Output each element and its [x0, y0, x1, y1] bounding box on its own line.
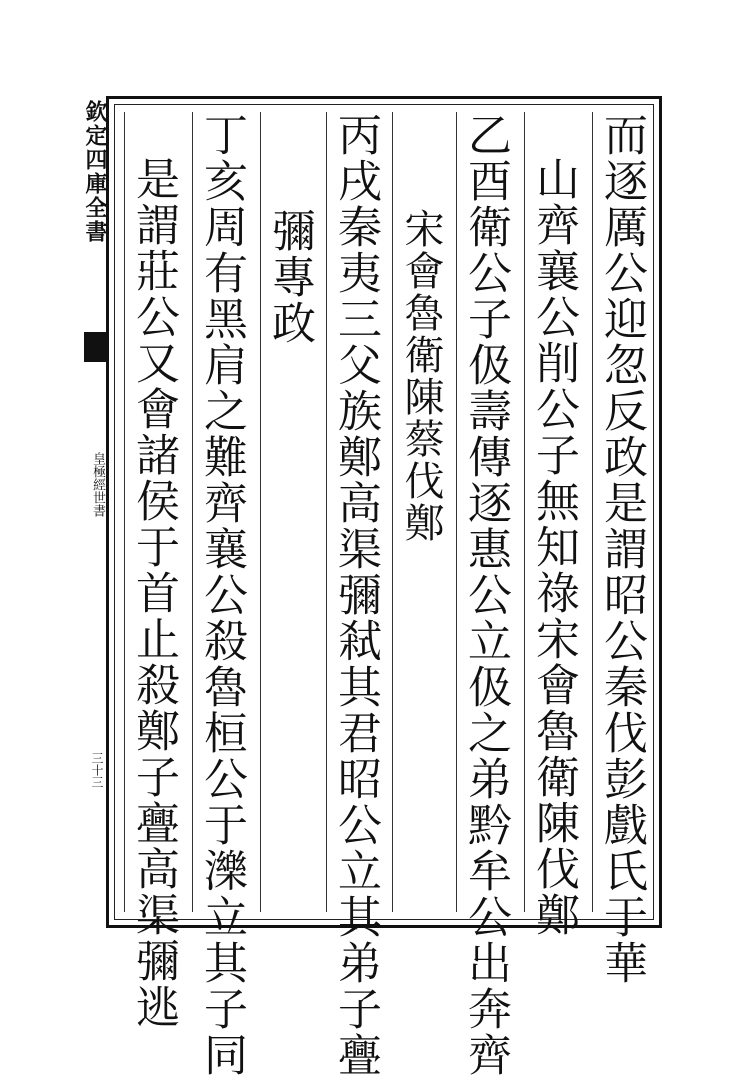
- column-text: 山齊襄公削公子無知祿宋會魯衛陳伐鄭: [528, 156, 579, 938]
- column-text: 是謂莊公又會諸侯于首止殺鄭子亹高渠彌逃: [128, 156, 179, 1030]
- text-column-1: [592, 112, 648, 986]
- text-column-2: [524, 112, 580, 938]
- column-text: 而逐厲公迎忽反政是謂昭公秦伐彭戲氏于華: [596, 112, 647, 986]
- fishtail-mark: [84, 332, 108, 362]
- column-text: 丙戌秦夷三父族鄭高渠彌弒其君昭公立其弟子亹: [330, 112, 381, 1078]
- text-column-4: [392, 112, 448, 912]
- column-text: 彌專政: [264, 208, 315, 346]
- text-column-5: [326, 112, 382, 1078]
- page-number: 三十三: [90, 752, 104, 788]
- text-column-7: [192, 112, 248, 1078]
- text-column-8: [124, 112, 180, 1030]
- column-text: 宋會魯衛陳蔡伐鄭: [398, 208, 444, 544]
- column-text: 乙酉衛公子伋壽傳逐惠公立伋之弟黔牟公出奔齊: [460, 112, 511, 1078]
- column-text: 丁亥周有黑肩之難齊襄公殺魯桓公于濼立其子同: [196, 112, 247, 1078]
- book-name: 皇極經世書: [90, 452, 105, 517]
- text-column-3: [456, 112, 512, 1078]
- text-column-6: [260, 112, 316, 912]
- collection-title: 欽定四庫全書: [82, 100, 108, 244]
